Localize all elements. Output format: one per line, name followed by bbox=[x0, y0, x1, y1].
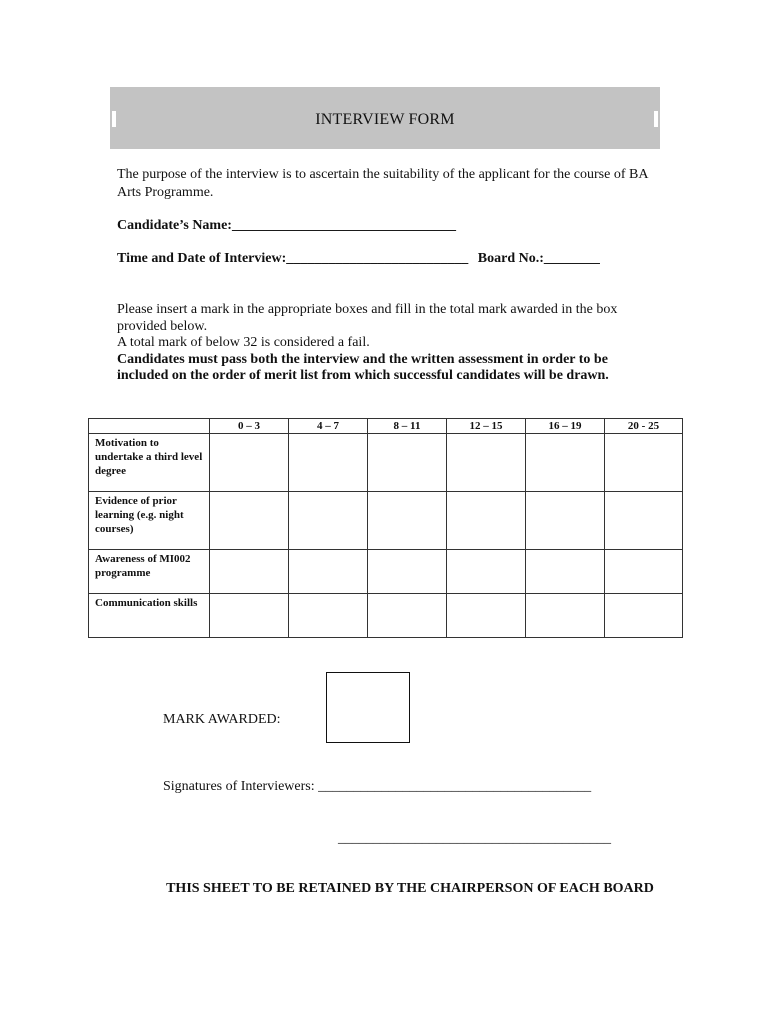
mark-cell[interactable] bbox=[210, 434, 289, 492]
mark-cell[interactable] bbox=[368, 550, 447, 594]
footer-note: THIS SHEET TO BE RETAINED BY THE CHAIRPERSON OF EACH BOARD bbox=[166, 881, 654, 896]
table-header-cell: 8 – 11 bbox=[368, 419, 447, 434]
mark-cell[interactable] bbox=[368, 492, 447, 550]
mark-awarded-box[interactable] bbox=[326, 672, 410, 743]
mark-cell[interactable] bbox=[289, 434, 368, 492]
mark-cell[interactable] bbox=[368, 594, 447, 638]
table-header-cell: 0 – 3 bbox=[210, 419, 289, 434]
table-header-cell bbox=[89, 419, 210, 434]
mark-cell[interactable] bbox=[605, 434, 683, 492]
title-band bbox=[110, 87, 660, 149]
mark-cell[interactable] bbox=[289, 594, 368, 638]
marks-table bbox=[88, 418, 683, 638]
mark-cell[interactable] bbox=[289, 550, 368, 594]
table-header-cell: 16 – 19 bbox=[526, 419, 605, 434]
mark-cell[interactable] bbox=[605, 594, 683, 638]
mark-cell[interactable] bbox=[210, 594, 289, 638]
mark-cell[interactable] bbox=[526, 492, 605, 550]
signature-line-1[interactable]: _______________________________________ bbox=[318, 779, 592, 794]
table-row bbox=[89, 434, 683, 492]
intro-paragraph: The purpose of the interview is to ascertain the suitability of the applicant for the course of BA Arts Programme. bbox=[117, 167, 648, 200]
criterion-label: Awareness of MI002 programme bbox=[89, 550, 210, 594]
mark-cell[interactable] bbox=[526, 594, 605, 638]
signatures-label: Signatures of Interviewers: bbox=[163, 779, 315, 794]
mark-cell[interactable] bbox=[368, 434, 447, 492]
table-header-row bbox=[89, 419, 683, 434]
mark-cell[interactable] bbox=[210, 550, 289, 594]
criterion-label: Evidence of prior learning (e.g. night courses) bbox=[89, 492, 210, 550]
signature-line-2[interactable]: _______________________________________ bbox=[338, 831, 611, 846]
form-title: INTERVIEW FORM bbox=[315, 111, 455, 128]
board-no-field[interactable]: Board No.:________ bbox=[477, 251, 600, 266]
table-header-cell: 12 – 15 bbox=[447, 419, 526, 434]
time-date-row bbox=[117, 250, 677, 268]
signatures-row bbox=[163, 779, 591, 795]
time-date-field[interactable]: Time and Date of Interview:__________________________ bbox=[117, 251, 469, 266]
mark-cell[interactable] bbox=[526, 434, 605, 492]
mark-awarded-label: MARK AWARDED: bbox=[163, 712, 281, 727]
criterion-label: Motivation to undertake a third level degree bbox=[89, 434, 210, 492]
mark-cell[interactable] bbox=[447, 434, 526, 492]
instructions-line-1: Please insert a mark in the appropriate boxes and fill in the total mark awarded in the box provided below. bbox=[117, 302, 618, 334]
mark-cell[interactable] bbox=[526, 550, 605, 594]
mark-cell[interactable] bbox=[447, 550, 526, 594]
mark-cell[interactable] bbox=[447, 492, 526, 550]
table-row bbox=[89, 594, 683, 638]
mark-cell[interactable] bbox=[447, 594, 526, 638]
table-header-cell: 4 – 7 bbox=[289, 419, 368, 434]
mark-cell[interactable] bbox=[605, 550, 683, 594]
candidate-name-field[interactable]: Candidate’s Name:________________________________ bbox=[117, 218, 456, 233]
instructions bbox=[117, 302, 662, 385]
mark-cell[interactable] bbox=[210, 492, 289, 550]
table-row bbox=[89, 550, 683, 594]
criterion-label: Communication skills bbox=[89, 594, 210, 638]
table-header-cell: 20 - 25 bbox=[605, 419, 683, 434]
instructions-line-3: Candidates must pass both the interview and the written assessment in order to be included on the order of merit list from which successful candidates will be drawn. bbox=[117, 351, 609, 383]
mark-cell[interactable] bbox=[289, 492, 368, 550]
instructions-line-2: A total mark of below 32 is considered a fail. bbox=[117, 335, 370, 350]
table-row bbox=[89, 492, 683, 550]
mark-cell[interactable] bbox=[605, 492, 683, 550]
